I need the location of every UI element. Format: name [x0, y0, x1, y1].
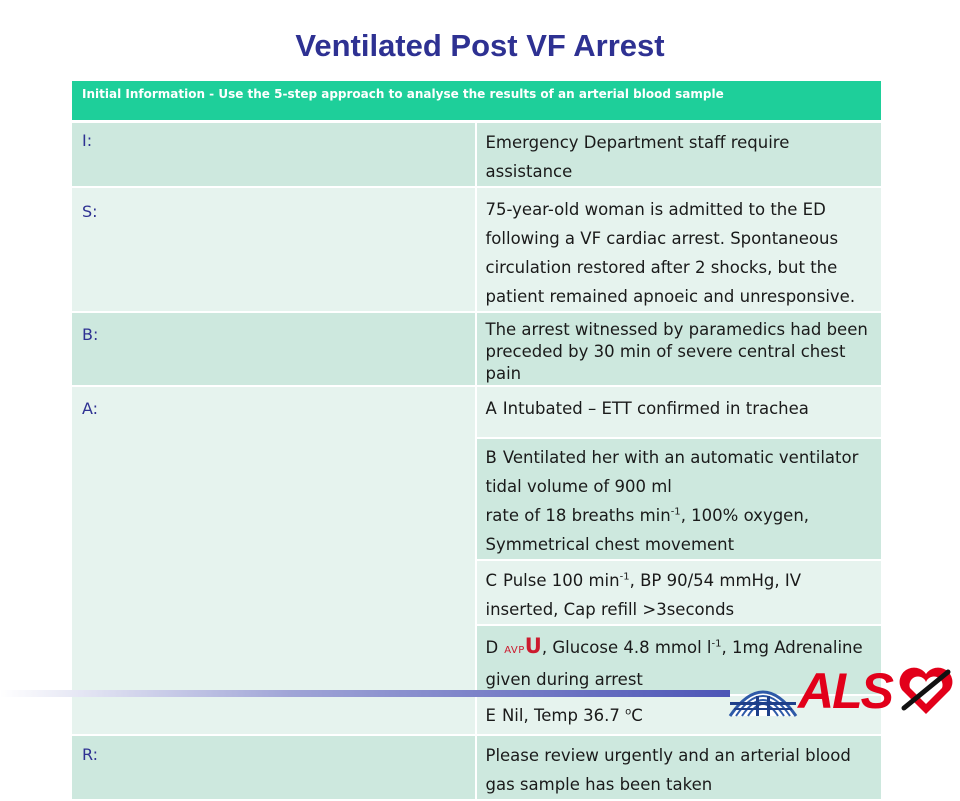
breathing-text-1: Ventilated her with an automatic ventilator tidal volume of 900 ml [485, 448, 859, 496]
airway-text: Intubated – ETT confirmed in trachea [502, 399, 809, 418]
row-r [72, 736, 881, 801]
disability-text-a: , Glucose 4.8 mmol l [541, 638, 712, 657]
disability-sup: -1 [711, 638, 722, 650]
circulation-letter: C [485, 571, 498, 590]
row-label-r: R: [72, 736, 477, 801]
exposure-letter: E [485, 706, 496, 725]
disability-text-b: , 1mg Adrenaline given during arrest [485, 638, 863, 689]
slide-title: Ventilated Post VF Arrest [295, 28, 665, 63]
breathing-letter: B [485, 448, 497, 467]
table-header-row [72, 81, 881, 123]
logo-text: ALS [798, 663, 892, 719]
airway-letter: A [485, 399, 497, 418]
disability-avp: AVP [504, 645, 525, 656]
row-s [72, 188, 881, 313]
als-logo [726, 664, 956, 718]
row-label-s: S: [72, 188, 477, 313]
dome-icon [726, 664, 800, 718]
circulation-text-a: Pulse 100 min [503, 571, 620, 590]
disability-letter: D [485, 638, 499, 657]
row-label-b: B: [72, 313, 477, 387]
row-a-airway [72, 387, 881, 439]
table-header: Initial Information - Use the 5-step approach to analyse the results of an arterial blood sample [72, 81, 881, 123]
row-text-b: The arrest witnessed by paramedics had been preceded by 30 min of severe central chest pain [477, 313, 882, 387]
footer-gradient-line [0, 690, 730, 697]
breathing-text-2b: , 100% oxygen, Symmetrical chest movement [485, 506, 810, 554]
exposure-sup: o [625, 706, 632, 718]
exposure-text-b: C [631, 706, 643, 725]
row-text-i: Emergency Department staff require assistance [477, 123, 882, 188]
assessment-breathing [477, 439, 882, 561]
row-label-a: A: [72, 387, 477, 736]
row-text-s: 75-year-old woman is admitted to the ED following a VF cardiac arrest. Spontaneous circulation restored after 2 shocks, but the patient remained apnoeic and unresponsive. [477, 188, 882, 313]
disability-u: U [524, 634, 542, 658]
row-text-r: Please review urgently and an arterial blood gas sample has been taken [477, 736, 882, 801]
assessment-circulation [477, 561, 882, 626]
row-b [72, 313, 881, 387]
breathing-sup: -1 [670, 506, 681, 518]
circulation-sup: -1 [619, 571, 630, 583]
breathing-text-2a: rate of 18 breaths min [485, 506, 671, 525]
row-label-i: I: [72, 123, 477, 188]
assessment-airway [477, 387, 882, 439]
circulation-text-b: , BP 90/54 mmHg, IV inserted, Cap refill >3seconds [485, 571, 802, 619]
heart-icon [896, 664, 956, 718]
exposure-text-a: Nil, Temp 36.7 [501, 706, 626, 725]
row-i [72, 123, 881, 188]
